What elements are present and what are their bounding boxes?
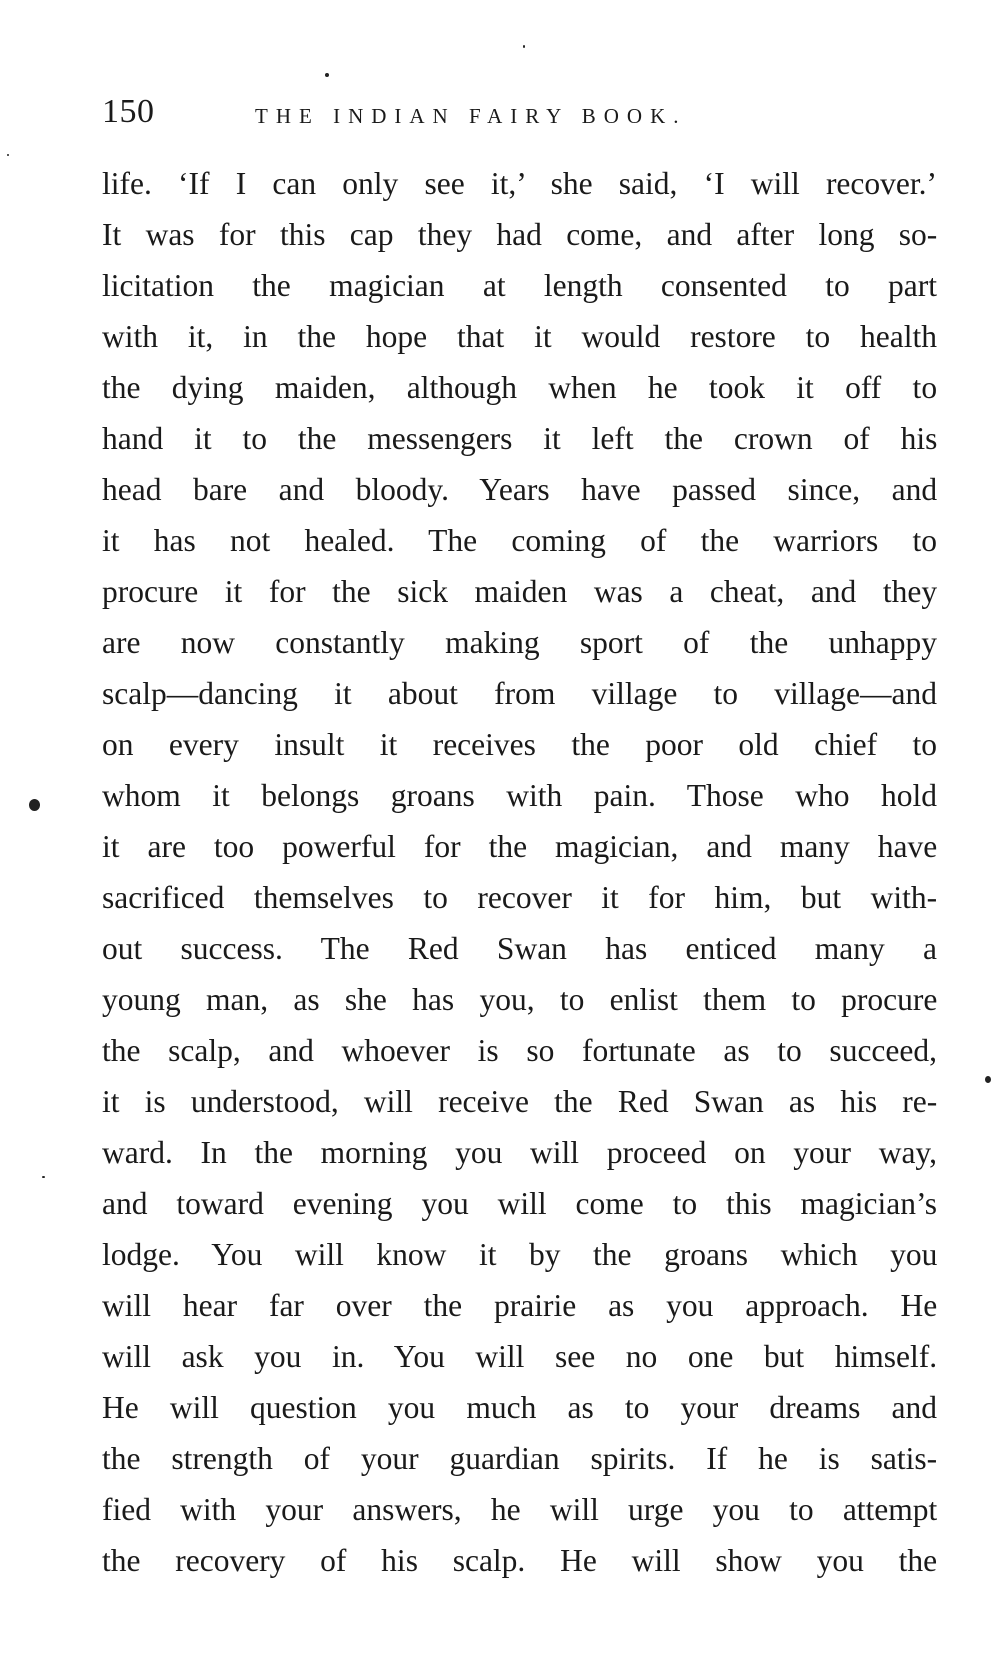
ink-speck [325, 73, 329, 77]
ink-speck [29, 799, 40, 811]
text-line: fied with your answers, he will urge you to attempt [102, 1492, 937, 1527]
text-line: it has not healed. The coming of the warriors to [102, 523, 937, 558]
text-line: lodge. You will know it by the groans which you [102, 1237, 937, 1272]
ink-speck [7, 154, 9, 156]
text-line: the strength of your guardian spirits. If he is satis- [102, 1441, 937, 1476]
text-line: life. ‘If I can only see it,’ she said, ‘I will recover.’ [102, 166, 937, 201]
text-line: whom it belongs groans with pain. Those who hold [102, 778, 937, 813]
ink-speck [985, 1076, 991, 1083]
text-line: It was for this cap they had come, and after long so- [102, 217, 937, 252]
text-line: the scalp, and whoever is so fortunate as to succeed, [102, 1033, 937, 1068]
text-line: the recovery of his scalp. He will show you the [102, 1543, 937, 1578]
text-line: licitation the magician at length consented to part [102, 268, 937, 303]
body-text [102, 158, 937, 1586]
ink-speck [523, 45, 525, 48]
text-line: with it, in the hope that it would restore to health [102, 319, 937, 354]
text-line: it is understood, will receive the Red Swan as his re- [102, 1084, 937, 1119]
text-line: ward. In the morning you will proceed on your way, [102, 1135, 937, 1170]
text-line: and toward evening you will come to this magician’s [102, 1186, 937, 1221]
ink-speck [42, 1176, 45, 1178]
page-number: 150 [102, 93, 155, 130]
text-line: hand it to the messengers it left the crown of his [102, 421, 937, 456]
text-line: procure it for the sick maiden was a cheat, and they [102, 574, 937, 609]
text-line: will ask you in. You will see no one but himself. [102, 1339, 937, 1374]
text-line: out success. The Red Swan has enticed many a [102, 931, 937, 966]
text-line: the dying maiden, although when he took it off to [102, 370, 937, 405]
text-line: He will question you much as to your dreams and [102, 1390, 937, 1425]
text-line: head bare and bloody. Years have passed since, and [102, 472, 937, 507]
running-title: THE INDIAN FAIRY BOOK. [255, 104, 687, 128]
text-line: it are too powerful for the magician, and many have [102, 829, 937, 864]
text-line: young man, as she has you, to enlist them to procure [102, 982, 937, 1017]
text-line: sacrificed themselves to recover it for him, but with- [102, 880, 937, 915]
text-line: are now constantly making sport of the unhappy [102, 625, 937, 660]
text-line: on every insult it receives the poor old chief to [102, 727, 937, 762]
page-header [102, 88, 932, 136]
text-line: scalp—dancing it about from village to village—and [102, 676, 937, 711]
text-line: will hear far over the prairie as you approach. He [102, 1288, 937, 1323]
